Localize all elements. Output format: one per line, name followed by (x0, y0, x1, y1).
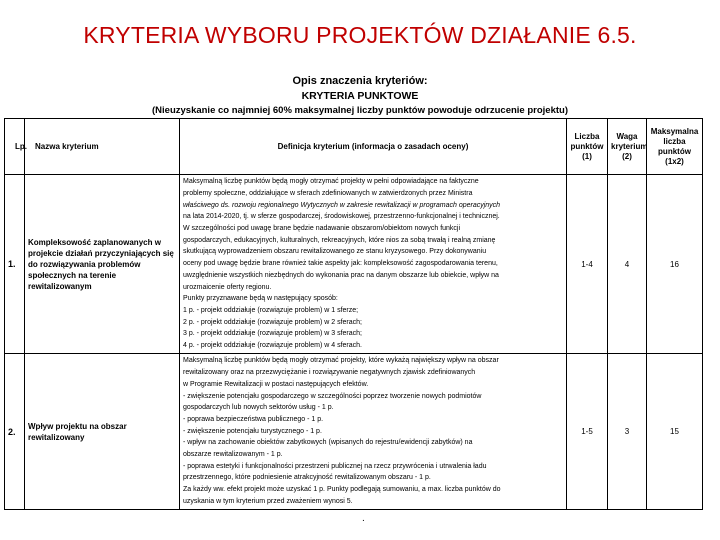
definition-line: Maksymalną liczbę punktów będą mogły otrzymać projekty, które wykażą największy wpływ na obszar (183, 357, 499, 365)
definition-line: Maksymalną liczbę punktów będą mogły otrzymać projekty w pełni odpowiadające na faktyczne (183, 178, 479, 186)
definition-line: gospodarczych, edukacyjnych, kulturalnych, rekreacyjnych, które nios za sobą trwałą i realną zmianę (183, 236, 496, 244)
row-definition (180, 354, 567, 510)
row-points: 1-5 (567, 354, 608, 510)
definition-line: - poprawa estetyki i funkcjonalności przestrzeni publicznej na rzecz przywrócenia i utrwalenia ładu (183, 462, 487, 470)
table-header-row (5, 119, 703, 175)
header-weight: Waga kryterium (2) (608, 119, 647, 175)
row-weight: 3 (608, 354, 647, 510)
definition-line: skutkującą wyprowadzeniem obszaru rewitalizowanego ze stanu kryzysowego. Przy dokonywaniu (183, 248, 487, 256)
header-name: Nazwa kryterium (25, 119, 180, 175)
definition-line: - zwiększenie potencjału gospodarczego w szczególności poprzez tworzenie nowych podmiotów (183, 392, 482, 400)
row-lp: 2. (5, 354, 25, 510)
table-row (5, 354, 703, 510)
heading-description: Opis znaczenia kryteriów: (292, 75, 428, 87)
heading-note: (Nieuzyskanie co najmniej 60% maksymalnej liczby punktów powoduje odrzucenie projektu) (152, 105, 568, 116)
row-points: 1-4 (567, 175, 608, 354)
definition-line: właściwego ds. rozwoju regionalnego Wytycznych w zakresie rewitalizacji w programach operacyjnych (183, 201, 501, 209)
definition-line: 2 p. - projekt oddziałuje (rozwiązuje problem) w 2 sferach; (183, 318, 362, 326)
table-row (5, 175, 703, 354)
row-max: 15 (647, 354, 703, 510)
definition-line: oceny pod uwagę będzie brane również takie aspekty jak: kompleksowość zagospodarowania terenu, (183, 260, 498, 268)
header-lp: Lp. (5, 119, 25, 175)
definition-line: 3 p. - projekt oddziałuje (rozwiązuje problem) w 3 sferach; (183, 330, 362, 338)
row-criterion-name: Kompleksowość zaplanowanych w projekcie działań przyczyniających się do rozwiązywania problemów społecznych na terenie rewitalizowanym (25, 175, 180, 354)
definition-line: Punkty przyznawane będą w następujący sposób: (183, 295, 338, 303)
footer-mark: . (362, 513, 365, 524)
definition-line: urozmaicenie oferty regionu. (183, 283, 272, 291)
row-criterion-name: Wpływ projektu na obszar rewitalizowany (25, 354, 180, 510)
row-definition (180, 175, 567, 354)
header-points: Liczba punktów (1) (567, 119, 608, 175)
definition-line: 1 p. - projekt oddziałuje (rozwiązuje problem) w 1 sferze; (183, 306, 359, 314)
definition-line: gospodarczych lub nowych sektorów usług - 1 p. (183, 404, 334, 412)
header-definition: Definicja kryterium (informacja o zasadach oceny) (180, 119, 567, 175)
definition-line: rewitalizowany oraz na przezwyciężanie i rozwiązywanie negatywnych zjawisk zdefiniowanych (183, 369, 476, 377)
slide-title: KRYTERIA WYBORU PROJEKTÓW DZIAŁANIE 6.5. (83, 22, 637, 48)
definition-line: obszarze rewitalizowanym - 1 p. (183, 451, 283, 459)
definition-line: Za każdy ww. efekt projekt może uzyskać 1 p. Punkty podlegają sumowaniu, a max. liczba punktów do (183, 486, 501, 494)
definition-line: problemy społeczne, oddziałujące w sferach zdefiniowanych w zatwierdzonych przez Ministra (183, 189, 473, 197)
header-max: Maksymalna liczba punktów (1x2) (647, 119, 703, 175)
definition-line: uwzględnienie wszystkich niezbędnych do wykonania prac na danym obszarze lub obiekcie, wpływ na (183, 271, 499, 279)
definition-line: W szczególności pod uwagę brane będzie nadawanie obszarom/obiektom nowych funkcji (183, 225, 461, 233)
definition-line: na lata 2014-2020, tj. w sferze gospodarczej, środowiskowej, przestrzenno-funkcjonalnej i technicznej. (183, 213, 500, 221)
definition-line: - wpływ na zachowanie obiektów zabytkowych (wpisanych do rejestru/ewidencji zabytków) na (183, 439, 473, 447)
definition-line: 4 p. - projekt oddziałuje (rozwiązuje problem) w 4 sferach. (183, 342, 362, 350)
heading-category: KRYTERIA PUNKTOWE (301, 90, 419, 102)
definition-line: - zwiększenie potencjału turystycznego - 1 p. (183, 427, 322, 435)
row-weight: 4 (608, 175, 647, 354)
definition-line: - poprawa bezpieczeństwa publicznego - 1 p. (183, 415, 324, 423)
definition-line: w Programie Rewitalizacji w postaci następujących efektów. (183, 380, 369, 388)
row-lp: 1. (5, 175, 25, 354)
definition-line: przestrzennego, które podniesienie atrakcyjność rewitalizowanym obszaru - 1 p. (183, 474, 431, 482)
criteria-table (4, 118, 703, 510)
definition-line: uzyskania w tym kryterium przed zważeniem wynosi 5. (183, 497, 353, 505)
row-max: 16 (647, 175, 703, 354)
